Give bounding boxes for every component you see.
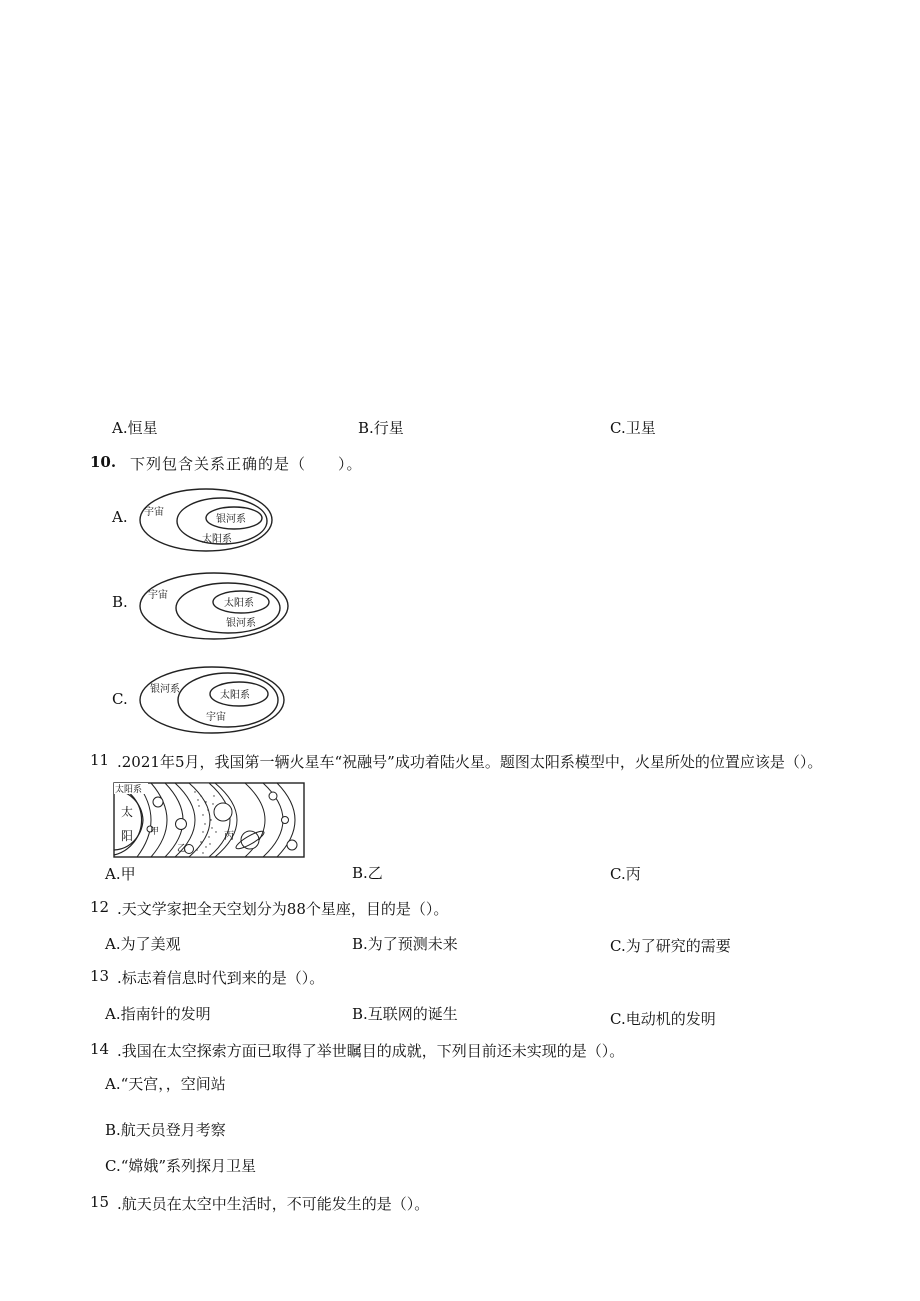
q10-option-a-diagram [136, 484, 281, 556]
q10-option-c-letter: C. [112, 690, 128, 708]
q11-option-b: B.乙 [352, 864, 383, 882]
q9-option-b: B.行星 [358, 419, 404, 437]
q12-number: 12 [90, 898, 110, 916]
q10-option-c-diagram [136, 662, 296, 738]
corner-label: 太阳系 [115, 785, 143, 795]
inner-label: 银河系 [216, 514, 246, 525]
label-yi: 乙 [177, 844, 187, 854]
planet-4 [214, 803, 232, 821]
q9-option-a: A.恒星 [112, 419, 158, 437]
q14-option-b: B.航天员登月考察 [105, 1121, 226, 1139]
q14-option-a: A.“天宫，，空间站 [105, 1075, 226, 1093]
q11-stem: .2021年5月，我国第一辆火星车“祝融号”成功着陆火星。题图太阳系模型中，火星所处的位置应该是（）。 [117, 753, 823, 771]
label-jia: 甲 [150, 827, 160, 837]
planet-2 [153, 797, 163, 807]
q10-option-b-diagram [136, 569, 296, 643]
outer-ellipse [140, 667, 284, 733]
q11-number: 11 [90, 751, 110, 769]
q14-number: 14 [90, 1040, 110, 1058]
planet-bing-saturn [241, 831, 259, 849]
middle-label: 太阳系 [202, 534, 232, 545]
outer-label: 宇宙 [148, 590, 168, 601]
planet-7 [282, 817, 289, 824]
outer-label: 宇宙 [144, 507, 164, 518]
label-bing: 丙 [224, 831, 234, 842]
q12-option-b: B.为了预测未来 [352, 935, 458, 953]
q13-option-a: A.指南针的发明 [105, 1005, 211, 1023]
inner-label: 太阳系 [220, 690, 250, 701]
planet-8 [287, 840, 297, 850]
q11-option-c: C.丙 [610, 865, 641, 883]
inner-label: 太阳系 [224, 598, 254, 609]
q12-option-a: A.为了美观 [105, 935, 181, 953]
q9-option-c: C.卫星 [610, 419, 656, 437]
sun-label-top: 太 [121, 805, 134, 819]
q13-number: 13 [90, 967, 110, 985]
q10-number: 10. [90, 453, 117, 471]
outer-label: 银河系 [150, 684, 180, 695]
q13-option-c: C.电动机的发明 [610, 1010, 716, 1028]
q14-stem: .我国在太空探索方面已取得了举世瞩目的成就，下列目前还未实现的是（）。 [117, 1042, 625, 1060]
q12-stem: .天文学家把全天空划分为88个星座，目的是（）。 [117, 900, 449, 918]
q10-option-b-letter: B. [112, 593, 128, 611]
q10-stem: 下列包含关系正确的是（ ）。 [130, 455, 363, 473]
q10-option-a-letter: A. [112, 508, 128, 526]
middle-label: 银河系 [226, 618, 256, 629]
q13-option-b: B.互联网的诞生 [352, 1005, 458, 1023]
q15-stem: .航天员在太空中生活时，不可能发生的是（）。 [117, 1195, 430, 1213]
middle-label: 宇宙 [206, 712, 226, 723]
q12-option-c: C.为了研究的需要 [610, 937, 731, 955]
q11-solar-system-figure [113, 782, 306, 858]
planet-3 [176, 819, 187, 830]
planet-6 [269, 792, 277, 800]
q14-option-c: C.“嫦娥”系列探月卫星 [105, 1157, 257, 1175]
q13-stem: .标志着信息时代到来的是（）。 [117, 969, 325, 987]
q11-option-a: A.甲 [105, 865, 136, 883]
q15-number: 15 [90, 1193, 110, 1211]
sun-label-bottom: 阳 [121, 829, 134, 843]
